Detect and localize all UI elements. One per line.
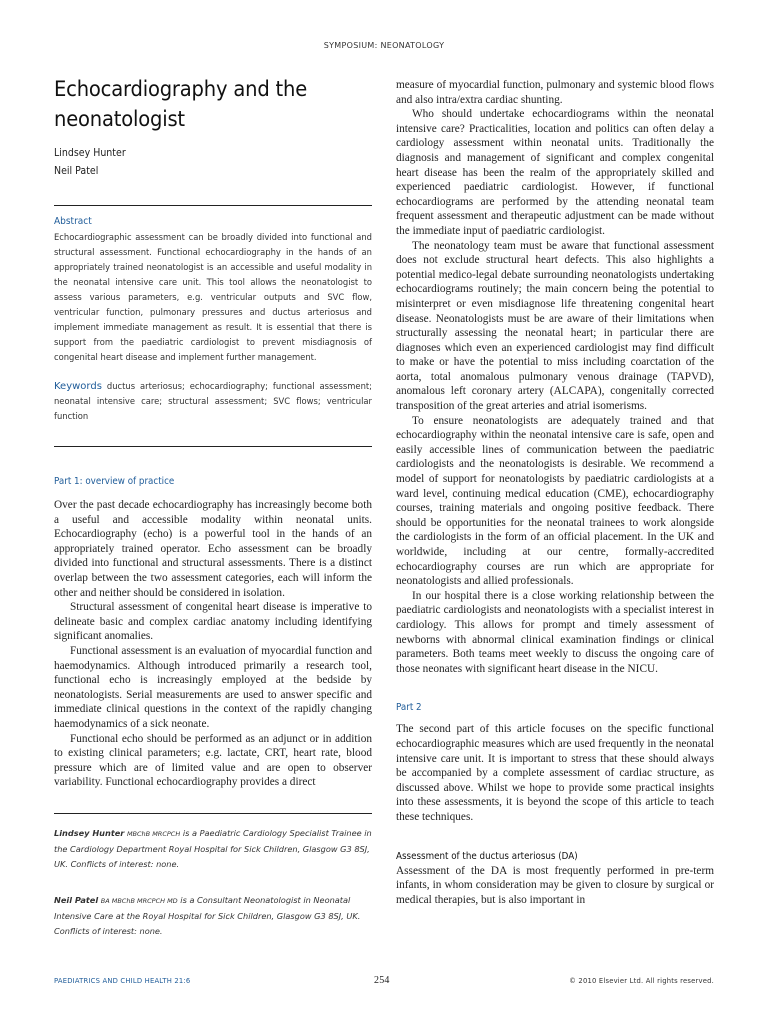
divider [54, 205, 372, 206]
paragraph: Functional assessment is an evaluation of myocardial function and haemodynamics. Although introduced primarily a research tool, functional echo is increasingly employed at the bedside by neonatologists. Serial measurements are used to answer specific and immediate clinical questions in the context of the rapidly changing haemodynamics of a sick neonate. [54, 644, 372, 730]
divider [54, 446, 372, 447]
section-heading: Part 2 [396, 702, 422, 714]
footnote-author-name: Lindsey Hunter [54, 827, 125, 838]
keywords-label: Keywords [54, 381, 102, 392]
keywords-text: ductus arteriosus; echocardiography; functional assessment; neonatal intensive care; structural assessment; SVC flows; ventricular function [54, 381, 372, 421]
right-column [396, 78, 714, 907]
author-footnote [54, 826, 372, 872]
paragraph: Functional echo should be performed as an adjunct or in addition to existing clinical parameters; e.g. lactate, CRT, heart rate, blood pressure which are of limited value and are open to observer variability. Functional echocardiography provides a direct [54, 732, 372, 789]
author-footnote [54, 893, 372, 939]
section-heading: Part 1: overview of practice [54, 476, 175, 487]
abstract-heading: Abstract [54, 216, 92, 227]
copyright-notice: © 2010 Elsevier Ltd. All rights reserved. [569, 977, 714, 985]
part1-body [54, 498, 372, 790]
footnote-text: is a Paediatric Cardiology Specialist Trainee in the Cardiology Department Royal Hospital for Sick Children, Glasgow G3 8SJ, UK. Conflicts of interest: none. [54, 827, 372, 869]
paragraph: Assessment of the DA is most frequently performed in pre-term infants, in whom consideration may be given to closure by surgical or medical therapies, but is also important in [396, 864, 714, 906]
paragraph: In our hospital there is a close working relationship between the paediatric cardiologists and neonatologists with a specialist interest in cardiology. This allows for prompt and timely assessment of newborns with abnormal clinical examination findings or clinical parameters. Both teams meet weekly to discuss the ongoing care of those neonates with significant heart disease in the NICU. [396, 589, 714, 675]
paragraph: Structural assessment of congenital heart disease is imperative to delineate basic and complex cardiac anatomy including identifying significant anomalies. [54, 601, 372, 643]
part2-body [396, 722, 714, 824]
keywords [54, 379, 372, 424]
page-footer [54, 977, 714, 989]
paragraph: Over the past decade echocardiography has increasingly become both a useful and accessible modality within neonatal units. Echocardiography (echo) is a powerful tool in the hands of an appropriately trained operator. Echo assessment can be broadly divided into functional and structural assessments. There is a distinct overlap between the two assessment categories, each will inform the other and neither should be considered in isolation. [54, 499, 372, 599]
footnote-author-name: Neil Patel [54, 894, 99, 905]
paragraph: measure of myocardial function, pulmonary and systemic blood flows and also intra/extra cardiac shunting. [396, 79, 714, 106]
article-title: Echocardiography and the neonatologist [54, 77, 308, 131]
paragraph: Who should undertake echocardiograms within the neonatal intensive care? Practicalities, location and politics can often delay a cardiology assessment within neonatal units. Traditionally the diagnosis and management of significant and complex congenital heart disease has been the realm of the appropriately skilled and experienced paediatric cardiologist. However, if functional echocardiograms are performed by the attending neonatal team frequent assessment and therapeutic adjustment can be made without the immediate input of paediatric cardiologist. [396, 108, 714, 237]
page-number: 254 [374, 975, 390, 986]
right-body [396, 78, 714, 676]
running-head: SYMPOSIUM: NEONATOLOGY [323, 41, 445, 50]
abstract-text: Echocardiographic assessment can be broadly divided into functional and structural assessment. Functional echocardiography in the hands of an appropriately trained neonatologist is an accessible and useful modality in the neonatal intensive care unit. This tool allows the neonatologist to assess various parameters, e.g. ventricular outputs and SVC flow, ventricular function, pulmonary pressures and ductus arteriosus and implement immediate management as result. It is essential that there is support from the paediatric cardiologist to prevent misdiagnosis of congenital heart disease and implement further management. [54, 232, 372, 362]
left-column [54, 74, 372, 939]
paragraph: The neonatology team must be aware that functional assessment does not exclude structural heart defects. This also highlights a potential medico-legal debate surrounding neonatologists undertaking echocardiograms routinely; the main concern being the potential to misinterpret or even misdiagnose life threatening congenital heart disease. Neonatologists must be are aware of their limitations when structurally assessing the neonatal heart; in particular there are diagnoses which even an experienced cardiologist may find difficult to make or have the potential to miss including coarctation of the aorta, total anomalous pulmonary venous drainage (TAPVD), anomalous left coronary artery (ALCAPA), congenitally corrected transposition of the great arteries and atrial isomerisms. [396, 239, 714, 413]
journal-citation: PAEDIATRICS AND CHILD HEALTH 21:6 [54, 977, 191, 985]
author-name: Lindsey Hunter [54, 147, 126, 159]
footnote-text: is a Consultant Neonatologist in Neonatal Intensive Care at the Royal Hospital for Sick Children, Glasgow G3 8SJ, UK. Conflicts of interest: none. [54, 894, 361, 936]
paragraph: The second part of this article focuses on the specific functional echocardiographic measures which are used frequently in the neonatal intensive care unit. It is important to stress that these should always be accompanied by a complete assessment of cardiac structure, as discussed above. Whilst we hope to provide some practical insights into these assessments, it is beyond the scope of this article to teach these techniques. [396, 723, 714, 823]
footnote-divider [54, 813, 372, 814]
subsection-heading: Assessment of the ductus arteriosus (DA) [396, 850, 578, 862]
da-body [396, 864, 714, 908]
paragraph: To ensure neonatologists are adequately trained and that echocardiography within the neonatal intensive care is safe, open and easily accessible lines of communication between the paediatric cardiologists and the neonatologists is desirable. We recommend a model of support for neonatologists by paediatric cardiologists at a ward level, continuing medical education (CME), echocardiography courses, training materials and ongoing positive feedback. There should be opportunities for the neonatal trainees to work alongside the cardiologists in the form of an official placement. In the UK and worldwide, including at our centre, formally-accredited echocardiography courses are run which are appropriate for neonatologists and allied professionals. [396, 414, 714, 588]
footnote-degrees: MBChB MRCPCH [126, 829, 181, 838]
footnote-degrees: BA MBChB MRCPCH MD [100, 896, 178, 905]
author-name: Neil Patel [54, 165, 99, 177]
